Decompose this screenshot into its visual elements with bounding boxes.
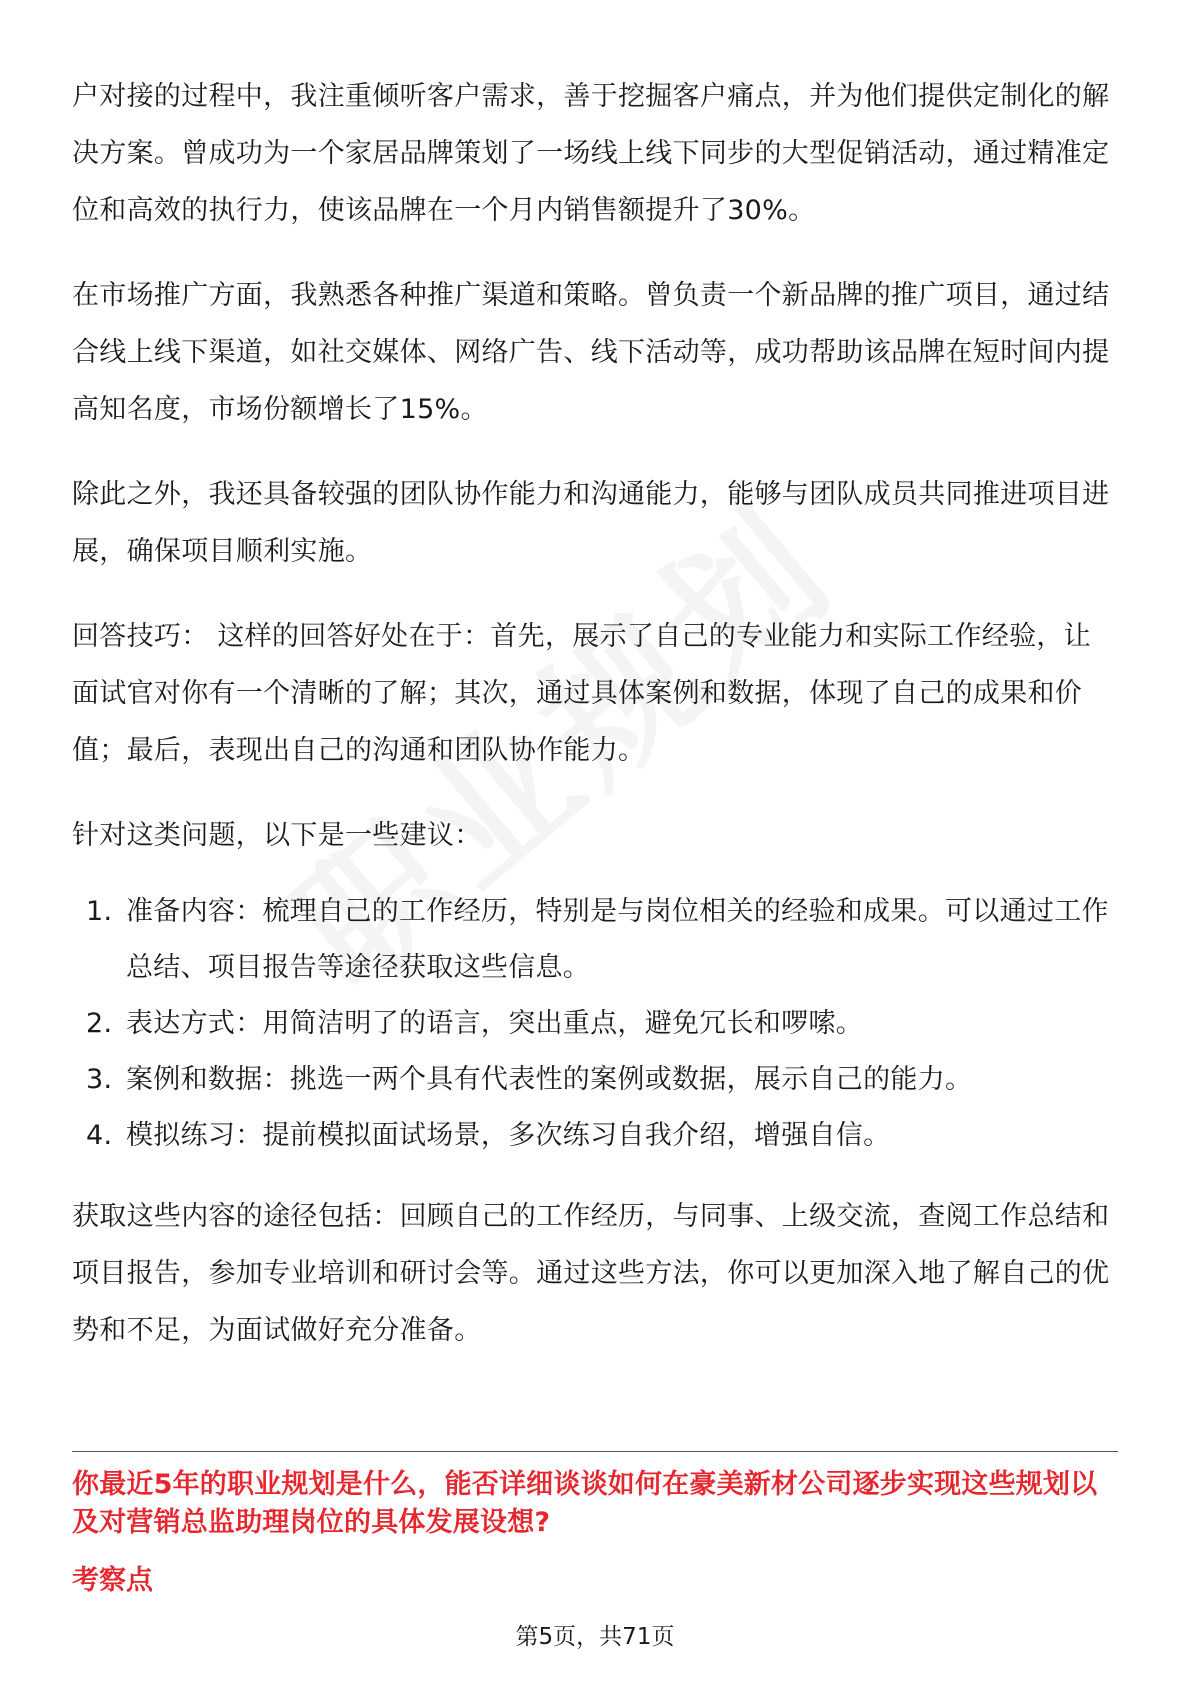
section-divider xyxy=(72,1451,1118,1452)
list-item-text: 模拟练习：提前模拟面试场景，多次练习自我介绍，增强自信。 xyxy=(126,1120,891,1151)
section-subheading: 考察点 xyxy=(72,1565,153,1596)
list-item-text: 表达方式：用简洁明了的语言，突出重点，避免冗长和啰嗦。 xyxy=(126,1008,864,1039)
page-number: 第5页，共71页 xyxy=(515,1624,675,1650)
page-body xyxy=(72,68,1118,1387)
paragraph-suggestions-intro: 针对这类问题，以下是一些建议： xyxy=(72,820,482,851)
list-item-text: 案例和数据：挑选一两个具有代表性的案例或数据，展示自己的能力。 xyxy=(126,1064,973,1095)
list-item xyxy=(72,996,1118,1052)
list-item-number: 2. xyxy=(86,1008,113,1039)
paragraph-customer: 户对接的过程中，我注重倾听客户需求，善于挖掘客户痛点，并为他们提供定制化的解决方案。曾成功为一个家居品牌策划了一场线上线下同步的大型促销活动，通过精准定位和高效的执行力，使该品牌在一个月内销售额提升了30%。 xyxy=(72,81,1110,226)
list-item-number: 3. xyxy=(86,1064,113,1095)
list-item-number: 4. xyxy=(86,1120,113,1151)
list-item xyxy=(72,1052,1118,1108)
paragraph-teamwork: 除此之外，我还具备较强的团队协作能力和沟通能力，能够与团队成员共同推进项目进展，确保项目顺利实施。 xyxy=(72,479,1110,567)
paragraph-closing: 获取这些内容的途径包括：回顾自己的工作经历，与同事、上级交流，查阅工作总结和项目报告，参加专业培训和研讨会等。通过这些方法，你可以更加深入地了解自己的优势和不足，为面试做好充分准备。 xyxy=(72,1201,1110,1346)
list-item xyxy=(72,1108,1118,1164)
interview-question: 你最近5年的职业规划是什么，能否详细谈谈如何在豪美新材公司逐步实现这些规划以及对营销总监助理岗位的具体发展设想? xyxy=(72,1469,1098,1538)
list-item-text: 准备内容：梳理自己的工作经历，特别是与岗位相关的经验和成果。可以通过工作总结、项目报告等途径获取这些信息。 xyxy=(126,896,1109,983)
suggestion-list xyxy=(72,884,1118,1164)
list-item-number: 1. xyxy=(86,896,113,927)
paragraph-marketing: 在市场推广方面，我熟悉各种推广渠道和策略。曾负责一个新品牌的推广项目，通过结合线上线下渠道，如社交媒体、网络广告、线下活动等，成功帮助该品牌在短时间内提高知名度，市场份额增长了15%。 xyxy=(72,280,1110,425)
list-item xyxy=(72,884,1118,996)
paragraph-answer-tips: 回答技巧： 这样的回答好处在于：首先，展示了自己的专业能力和实际工作经验，让面试官对你有一个清晰的了解；其次，通过具体案例和数据，体现了自己的成果和价值；最后，表现出自己的沟通和团队协作能力。 xyxy=(72,621,1091,766)
